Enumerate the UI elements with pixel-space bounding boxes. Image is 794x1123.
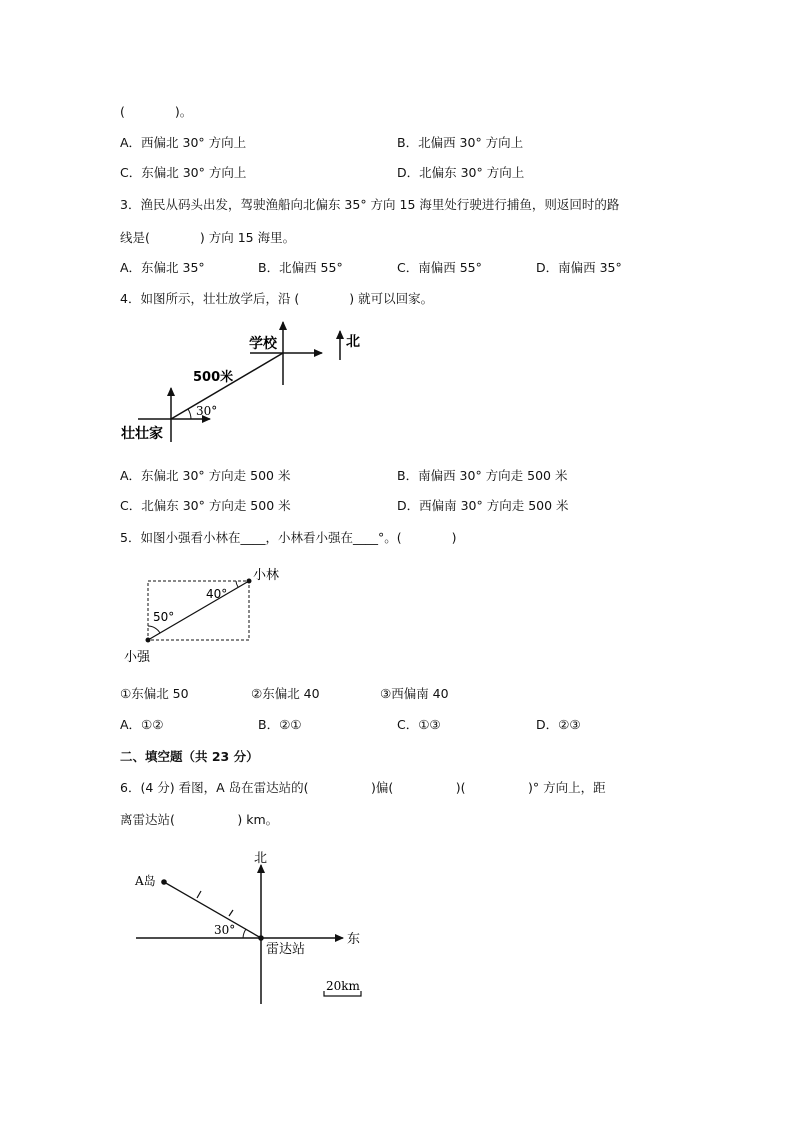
tick-mark-1 xyxy=(197,891,201,898)
q4-stem: 4．如图所示，壮壮放学后，沿 ( ) 就可以回家。 xyxy=(120,291,434,306)
angle-40-label: 40° xyxy=(206,587,228,601)
q4-option-b: B．南偏西 30° 方向走 500 米 xyxy=(397,468,568,483)
station-point xyxy=(258,935,264,941)
angle-label: 30° xyxy=(196,404,218,418)
angle-label: 30° xyxy=(214,923,236,937)
q2-option-b: B．北偏西 30° 方向上 xyxy=(397,135,524,150)
route-line xyxy=(171,353,283,419)
q2-stem-tail: ( )。 xyxy=(120,104,193,119)
xiaolin-point xyxy=(247,579,252,584)
school-label: 学校 xyxy=(249,336,277,352)
xiaoqiang-point xyxy=(146,638,151,643)
q5-stem: 5．如图小强看小林在____，小林看小强在____°。( ) xyxy=(120,530,457,545)
tick-mark-2 xyxy=(229,910,233,916)
home-label: 壮壮家 xyxy=(121,426,163,442)
angle-arc xyxy=(188,409,191,419)
bottom-angle-arc xyxy=(148,626,160,633)
q5-option-d: D．②③ xyxy=(536,717,581,732)
q5-option-c: C．①③ xyxy=(397,717,441,732)
q3-option-c: C．南偏西 55° xyxy=(397,260,482,275)
q4-option-c: C．北偏东 30° 方向走 500 米 xyxy=(120,498,291,513)
q5-choice-3: ③西偏南 40 xyxy=(380,686,449,701)
q4-figure xyxy=(0,318,794,448)
q5-option-a: A．①② xyxy=(120,717,164,732)
q2-option-c: C．东偏北 30° 方向上 xyxy=(120,165,247,180)
island-line xyxy=(164,882,261,938)
q3-option-d: D．南偏西 35° xyxy=(536,260,622,275)
q6-stem-line2: 离雷达站( ) km。 xyxy=(120,812,279,827)
q6-figure xyxy=(0,840,794,1010)
q4-option-a: A．东偏北 30° 方向走 500 米 xyxy=(120,468,291,483)
section-2-title: 二、填空题（共 23 分） xyxy=(120,749,259,764)
xiaolin-label: 小林 xyxy=(253,568,280,583)
q2-option-a: A．西偏北 30° 方向上 xyxy=(120,135,247,150)
scale-label: 20km xyxy=(326,979,360,993)
q5-choice-1: ①东偏北 50 xyxy=(120,686,189,701)
island-label: A岛 xyxy=(135,874,156,888)
distance-label: 500米 xyxy=(193,370,234,385)
q6-stem-line1: 6．(4 分) 看图，A 岛在雷达站的( )偏( )( )° 方向上，距 xyxy=(120,780,606,795)
q5-figure xyxy=(0,560,794,670)
station-label: 雷达站 xyxy=(266,942,306,957)
q5-option-b: B．②① xyxy=(258,717,302,732)
q3-option-a: A．东偏北 35° xyxy=(120,260,205,275)
angle-50-label: 50° xyxy=(153,610,175,624)
q5-choice-2: ②东偏北 40 xyxy=(251,686,320,701)
angle-arc xyxy=(243,929,246,938)
island-point xyxy=(161,879,167,885)
east-label: 东 xyxy=(347,932,361,947)
q4-option-d: D．西偏南 30° 方向走 500 米 xyxy=(397,498,569,513)
north-label: 北 xyxy=(346,334,360,350)
north-label: 北 xyxy=(254,851,268,866)
q3-stem-line2: 线是( ) 方向 15 海里。 xyxy=(120,230,296,245)
q3-stem-line1: 3．渔民从码头出发，驾驶渔船向北偏东 35° 方向 15 海里处行驶进行捕鱼，则返回时的路 xyxy=(120,197,620,212)
q3-option-b: B．北偏西 55° xyxy=(258,260,343,275)
q2-option-d: D．北偏东 30° 方向上 xyxy=(397,165,525,180)
xiaoqiang-label: 小强 xyxy=(124,650,151,665)
top-angle-arc xyxy=(236,581,238,587)
